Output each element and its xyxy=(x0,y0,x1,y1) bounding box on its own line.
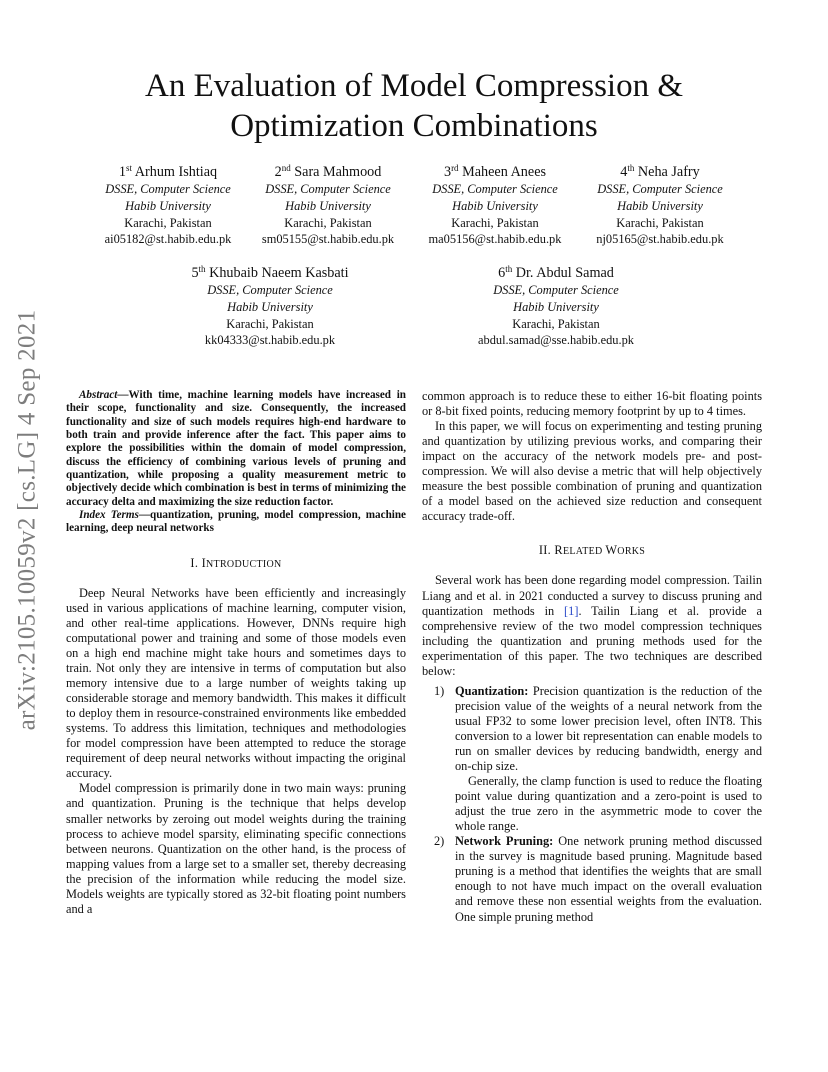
index-terms-label: Index Terms xyxy=(79,509,139,522)
author-dept: DSSE, Computer Science xyxy=(493,283,619,297)
author-location: Karachi, Pakistan xyxy=(512,316,600,331)
author-name: Sara Mahmood xyxy=(294,164,382,180)
author-name: Khubaib Naeem Kasbati xyxy=(209,265,349,281)
author-name: Maheen Anees xyxy=(462,164,547,180)
index-terms xyxy=(66,509,406,536)
author-dept: DSSE, Computer Science xyxy=(207,283,333,297)
right-column xyxy=(422,389,762,925)
list-item-extra: Generally, the clamp function is used to reduce the floating point value during quantization and a zero-point is used to adjust the true zero in the asymmetric mode to cover the whole range. xyxy=(455,774,762,834)
intro-paragraph-2-continued: common approach is to reduce these to either 16-bit floating points or 8-bit fixed points, reducing memory footprint by up to 4 times. xyxy=(422,389,762,419)
paper-title xyxy=(80,66,748,146)
arxiv-stamp xyxy=(0,280,54,760)
technique-list xyxy=(422,684,762,925)
author-location: Karachi, Pakistan xyxy=(124,215,212,230)
author-univ: Habib University xyxy=(513,299,599,314)
author-name: Dr. Abdul Samad xyxy=(515,265,614,281)
author-univ: Habib University xyxy=(617,198,703,213)
author-dept: DSSE, Computer Science xyxy=(105,182,231,196)
author-email: sm05155@st.habib.edu.pk xyxy=(261,232,395,247)
list-item-term: Network Pruning: xyxy=(455,834,554,849)
author-location: Karachi, Pakistan xyxy=(451,215,539,230)
author-dept: DSSE, Computer Science xyxy=(265,182,391,196)
author-email: ai05182@st.habib.edu.pk xyxy=(104,232,232,247)
author-univ: Habib University xyxy=(125,198,211,213)
author-email: ma05156@st.habib.edu.pk xyxy=(428,232,562,247)
abstract-label: Abstract xyxy=(79,389,118,401)
author-block-6: 6th Dr. Abdul Samad DSSE, Computer Science Habib University Karachi, Pakistan abdul.samad@sse.habib.edu.pk xyxy=(446,264,666,349)
author-univ: Habib University xyxy=(285,198,371,213)
author-name: Neha Jafry xyxy=(637,164,700,180)
title-line-2: Optimization Combinations xyxy=(230,108,598,144)
list-item: 1) Quantization: Precision quantization is the reduction of the precision value of the weights of a neural network from the usual FP32 to some lower precision level, often INT8. This conversion to a lower bit representation can enable models to run on smaller devices by reducing bandwidth, energy and on-chip size. Generally, the clamp function is used to reduce the floating point value during quantization and a zero-point is used to adjust the true zero in the asymmetric mode to cover the whole range. xyxy=(434,683,762,834)
author-name: Arhum Ishtiaq xyxy=(134,164,218,180)
author-univ: Habib University xyxy=(452,198,538,213)
list-item-term: Quantization: xyxy=(455,683,529,698)
intro-paragraph-1: Deep Neural Networks have been efficiently and increasingly used in various applications of machine learning, computer vision, and other real-time applications. However, DNNs require high computational power and training and some of those models even on a high end machine might take hours and sometimes days to train. Not only they are intensive in terms of computation but also memory intensive due to a large number of weights taking up considerable storage and memory bandwidth. This makes it difficult to deploy them in resource-constrained environments like embedded systems. To address this limitation, techniques and methodologies for model compression have been attempted to reduce the storage requirement of deep neural networks without impacting the original accuracy. xyxy=(66,585,406,781)
author-dept: DSSE, Computer Science xyxy=(597,182,723,196)
index-terms-text: —quantization, pruning, model compression, machine learning, deep neural networks xyxy=(66,509,407,535)
abstract-text: —With time, machine learning models have increased in their scope, functionality and size. Consequently, the increased functionality and size of such models requires high-end hardware to both train and provide inference after the fact. This paper aims to explore the possibilities within the domain of model compression, discuss the efficiency of combining various levels of pruning and quantization, while proposing a quality measurement metric to objectively decide which combination is best in terms of minimizing the accuracy delta and maximizing the size reduction factor. xyxy=(66,389,406,508)
title-line-1: An Evaluation of Model Compression & xyxy=(144,68,684,104)
intro-paragraph-2: Model compression is primarily done in two main ways: pruning and quantization. Pruning is the technique that helps develop smaller networks by zeroing out model weights during the training process to achieve model sparsity, eliminating specific connections between neurons. Quantization on the other hand, is the process of mapping values from a large set to a smaller set, thereby decreasing the precision of the information while reducing the model size. Models weights are typically stored as 32-bit floating point numbers and a xyxy=(66,781,406,916)
related-paragraph-1: Several work has been done regarding model compression. Tailin Liang and et al. in 2021 conducted a survey to discuss pruning and quantization methods in [1]. Tailin Liang et al. provide a comprehensive review of the two model compression techniques including the quantization and pruning methods used for the experimentation of this paper. The two techniques are described below: xyxy=(422,573,763,678)
author-email: abdul.samad@sse.habib.edu.pk xyxy=(478,333,634,348)
author-location: Karachi, Pakistan xyxy=(226,316,314,331)
author-email: kk04333@st.habib.edu.pk xyxy=(204,333,336,348)
author-block-3: 3rd Maheen Anees DSSE, Computer Science Habib University Karachi, Pakistan ma05156@st.habib.edu.pk xyxy=(403,163,587,248)
section-heading-introduction: I. INTRODUCTION xyxy=(190,555,282,570)
author-block-1: 1st Arhum Ishtiaq DSSE, Computer Science Habib University Karachi, Pakistan ai05182@st.habib.edu.pk xyxy=(76,163,260,248)
section-heading-related-works: II. RELATED WORKS xyxy=(538,543,646,558)
left-column xyxy=(66,389,406,917)
author-location: Karachi, Pakistan xyxy=(616,215,704,230)
author-block-2: 2nd Sara Mahmood DSSE, Computer Science Habib University Karachi, Pakistan sm05155@st.habib.edu.pk xyxy=(236,163,420,248)
author-block-5: 5th Khubaib Naeem Kasbati DSSE, Computer Science Habib University Karachi, Pakistan kk04333@st.habib.edu.pk xyxy=(160,264,380,349)
author-location: Karachi, Pakistan xyxy=(284,215,372,230)
author-email: nj05165@st.habib.edu.pk xyxy=(596,232,724,247)
abstract xyxy=(66,389,406,509)
author-univ: Habib University xyxy=(227,299,313,314)
list-item: 2) Network Pruning: One network pruning method discussed in the survey is magnitude based pruning. Magnitude based pruning is a method that identifies the weights that are small enough to not have much impact on the overall evaluation and remove these non essential weights from the evaluation. One simple pruning method xyxy=(434,834,762,924)
arxiv-stamp-text: arXiv:2105.10059v2 [cs.LG] 4 Sep 2021 xyxy=(13,309,40,731)
author-block-4: 4th Neha Jafry DSSE, Computer Science Habib University Karachi, Pakistan nj05165@st.habib.edu.pk xyxy=(568,163,752,248)
intro-paragraph-3: In this paper, we will focus on experimenting and testing pruning and quantization by utilizing previous works, and comparing their impact on the accuracy of the network models pre- and post-compression. We will also devise a metric that will help objectively measure the best possible combination of pruning and quantization of a model based on the achieved size reduction and consequent accuracy trade-off. xyxy=(422,419,762,524)
citation-link[interactable]: [1] xyxy=(564,603,579,618)
author-dept: DSSE, Computer Science xyxy=(432,182,558,196)
